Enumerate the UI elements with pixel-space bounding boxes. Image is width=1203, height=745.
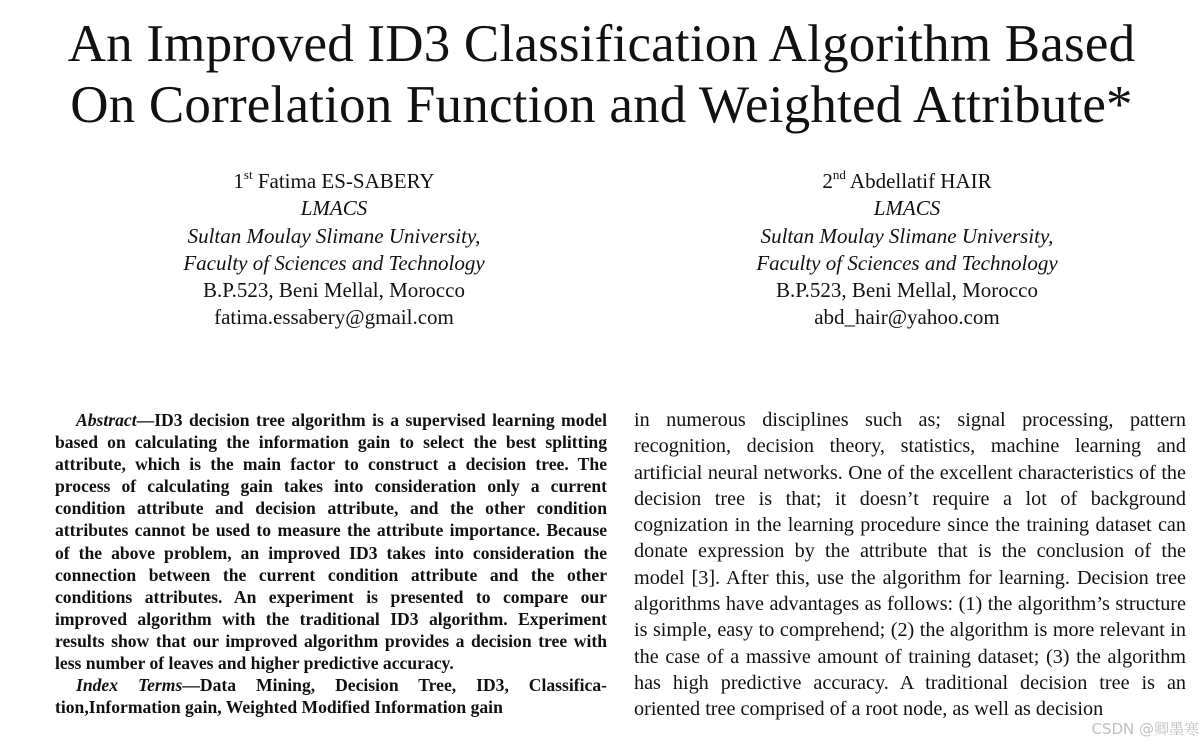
index-terms-paragraph xyxy=(55,674,607,718)
index-terms-label: Index Terms xyxy=(76,675,183,696)
author-faculty: Faculty of Sciences and Technology xyxy=(756,250,1058,275)
paper-title-line-1: An Improved ID3 Classification Algorithm Based xyxy=(67,15,1136,73)
author-email: fatima.essabery@gmail.com xyxy=(214,305,454,330)
author-lab: LMACS xyxy=(300,196,368,221)
author-university: Sultan Moulay Slimane University, xyxy=(760,223,1054,248)
author-ordinal-suffix: st xyxy=(243,167,253,182)
author-name: Fatima ES-SABERY xyxy=(257,169,435,193)
author-address: B.P.523, Beni Mellal, Morocco xyxy=(203,278,465,303)
author-block-2 xyxy=(697,168,1117,332)
body-column-right xyxy=(634,407,1186,723)
author-email: abd_hair@yahoo.com xyxy=(814,305,1000,330)
author-name-line xyxy=(124,168,544,195)
index-terms-text: —Data Mining, Decision Tree, ID3, Classifica-tion,Information gain, Weighted Modified Information gain xyxy=(55,675,607,718)
author-block-1 xyxy=(124,168,544,332)
author-address: B.P.523, Beni Mellal, Morocco xyxy=(776,278,1038,303)
author-name: Abdellatif HAIR xyxy=(849,169,992,193)
body-paragraph: in numerous disciplines such as; signal processing, pattern recognition, decision theory, statistics, machine learning and artificial neural networks. One of the excellent characteristics of the decision tree is that; it doesn’t require a lot of background cognization in the learning procedure since the training dataset can donate expression by the attribute that is the conclusion of the model [3]. After this, use the algorithm for learning. Decision tree algorithms have advantages as follows: (1) the algorithm’s structure is simple, easy to comprehend; (2) the algorithm is more relevant in the case of a massive amount of training dataset; (3) the algorithm has high predictive accuracy. A traditional decision tree is an oriented tree comprised of a root node, as well as decision xyxy=(634,409,1186,721)
author-ordinal: 1 xyxy=(233,169,244,193)
author-ordinal: 2 xyxy=(822,169,833,193)
author-lab: LMACS xyxy=(873,196,941,221)
author-university: Sultan Moulay Slimane University, xyxy=(187,223,481,248)
abstract-label: Abstract xyxy=(76,410,137,430)
watermark: CSDN @卿墨寒 xyxy=(1091,720,1199,738)
abstract-paragraph xyxy=(55,409,607,674)
paper-title xyxy=(0,14,1203,136)
author-name-line xyxy=(697,168,1117,195)
author-ordinal-suffix: nd xyxy=(832,167,846,182)
paper-title-line-2: On Correlation Function and Weighted Attribute* xyxy=(70,76,1133,134)
author-faculty: Faculty of Sciences and Technology xyxy=(183,250,485,275)
abstract-text: —ID3 decision tree algorithm is a supervised learning model based on calculating the information gain to select the best splitting attribute, which is the main factor to construct a decision tree. The process of calculating gain takes into consideration only a current condition attribute and decision attribute, and the other condition attributes cannot be used to measure the attribute importance. Because of the above problem, an improved ID3 takes into consideration the connection between the current condition attribute and the other conditions attributes. An experiment is presented to compare our improved algorithm with the traditional ID3 algorithm. Experiment results show that our improved algorithm provides a decision tree with less number of leaves and higher predictive accuracy. xyxy=(55,410,607,674)
abstract-column xyxy=(55,409,607,718)
